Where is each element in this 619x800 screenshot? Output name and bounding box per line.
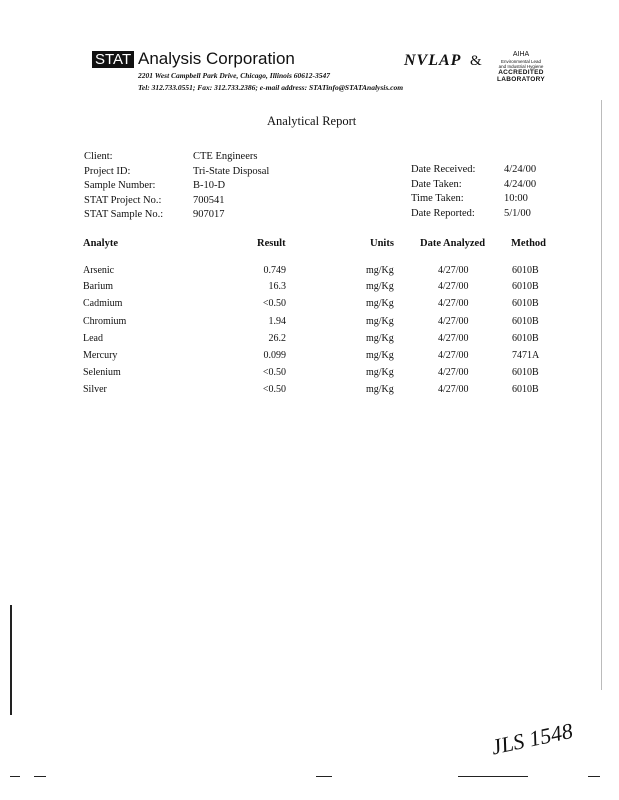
- method-cell: 6010B: [512, 281, 539, 292]
- result-cell: <0.50: [262, 384, 286, 395]
- handwritten-initials: JLS 1548: [489, 717, 575, 760]
- date-reported-label: Date Reported:: [411, 208, 475, 219]
- units-cell: mg/Kg: [366, 333, 394, 344]
- date-analyzed-cell: 4/27/00: [438, 298, 469, 309]
- units-cell: mg/Kg: [366, 350, 394, 361]
- scan-dash: [10, 776, 20, 777]
- method-cell: 6010B: [512, 316, 539, 327]
- accred-line1: Environmental Lead: [500, 59, 542, 64]
- time-taken-value: 10:00: [504, 193, 528, 204]
- accred-line2: and Industrial Hygiene: [498, 64, 544, 69]
- date-analyzed-cell: 4/27/00: [438, 333, 469, 344]
- time-taken-label: Time Taken:: [411, 193, 464, 204]
- analyte-cell: Arsenic: [83, 265, 115, 276]
- units-cell: mg/Kg: [366, 265, 394, 276]
- header-date-analyzed: Date Analyzed: [420, 238, 486, 249]
- result-cell: <0.50: [262, 367, 286, 378]
- client-label: Client:: [84, 151, 113, 162]
- scan-dash: [588, 776, 600, 777]
- result-cell: 0.749: [263, 265, 286, 276]
- date-analyzed-cell: 4/27/00: [438, 384, 469, 395]
- date-taken-label: Date Taken:: [411, 179, 462, 190]
- result-cell: 1.94: [268, 316, 286, 327]
- header-method: Method: [511, 238, 546, 249]
- analyte-cell: Cadmium: [83, 298, 123, 309]
- scan-dash: [458, 776, 528, 777]
- date-taken-value: 4/24/00: [504, 179, 537, 190]
- date-reported-value: 5/1/00: [504, 208, 531, 219]
- header-units: Units: [370, 238, 394, 249]
- method-cell: 6010B: [512, 298, 539, 309]
- client-value: CTE Engineers: [193, 151, 258, 162]
- company-address: 2201 West Campbell Park Drive, Chicago, Illinois 60612-3547: [138, 71, 331, 80]
- units-cell: mg/Kg: [366, 298, 394, 309]
- header-analyte: Analyte: [83, 238, 118, 249]
- company-contact: Tel: 312.733.0551; Fax: 312.733.2386; e-mail address: STATinfo@STATAnalysis.com: [138, 83, 404, 92]
- company-name: Analysis Corporation: [138, 49, 295, 68]
- aiha-accreditation-logo: [492, 51, 550, 95]
- units-cell: mg/Kg: [366, 281, 394, 292]
- analyte-cell: Chromium: [83, 316, 127, 327]
- units-cell: mg/Kg: [366, 316, 394, 327]
- method-cell: 7471A: [512, 350, 540, 361]
- stat-project-label: STAT Project No.:: [84, 195, 162, 206]
- result-cell: <0.50: [262, 298, 286, 309]
- analyte-cell: Lead: [83, 333, 103, 344]
- scan-dash: [316, 776, 332, 777]
- method-cell: 6010B: [512, 265, 539, 276]
- scan-edge-line: [10, 605, 12, 715]
- date-analyzed-cell: 4/27/00: [438, 350, 469, 361]
- result-cell: 0.099: [263, 350, 286, 361]
- date-analyzed-cell: 4/27/00: [438, 316, 469, 327]
- method-cell: 6010B: [512, 384, 539, 395]
- analyte-cell: Barium: [83, 281, 113, 292]
- accred-line4: LABORATORY: [496, 76, 546, 83]
- header-result: Result: [257, 238, 286, 249]
- units-cell: mg/Kg: [366, 384, 394, 395]
- analyte-cell: Silver: [83, 384, 107, 395]
- date-analyzed-cell: 4/27/00: [438, 265, 469, 276]
- result-cell: 26.2: [268, 333, 286, 344]
- aiha-seal-icon: AIHA: [512, 51, 530, 58]
- scan-right-edge: [601, 100, 602, 690]
- date-received-value: 4/24/00: [504, 164, 537, 175]
- sample-number-value: B-10-D: [193, 180, 226, 191]
- project-id-label: Project ID:: [84, 166, 131, 177]
- stat-logo: STAT: [92, 51, 134, 68]
- report-title: Analytical Report: [267, 114, 357, 128]
- stat-sample-label: STAT Sample No.:: [84, 209, 164, 220]
- date-received-label: Date Received:: [411, 164, 476, 175]
- units-cell: mg/Kg: [366, 367, 394, 378]
- analyte-cell: Mercury: [83, 350, 118, 361]
- method-cell: 6010B: [512, 367, 539, 378]
- scan-dash: [34, 776, 46, 777]
- ampersand: &: [470, 53, 482, 69]
- stat-sample-value: 907017: [193, 209, 225, 220]
- method-cell: 6010B: [512, 333, 539, 344]
- sample-number-label: Sample Number:: [84, 180, 156, 191]
- date-analyzed-cell: 4/27/00: [438, 281, 469, 292]
- nvlap-logo: NVLAP: [404, 52, 462, 69]
- accred-line3: ACCREDITED: [498, 69, 544, 76]
- result-cell: 16.3: [268, 281, 286, 292]
- date-analyzed-cell: 4/27/00: [438, 367, 469, 378]
- project-id-value: Tri-State Disposal: [193, 166, 270, 177]
- stat-project-value: 700541: [193, 195, 225, 206]
- analyte-cell: Selenium: [83, 367, 121, 378]
